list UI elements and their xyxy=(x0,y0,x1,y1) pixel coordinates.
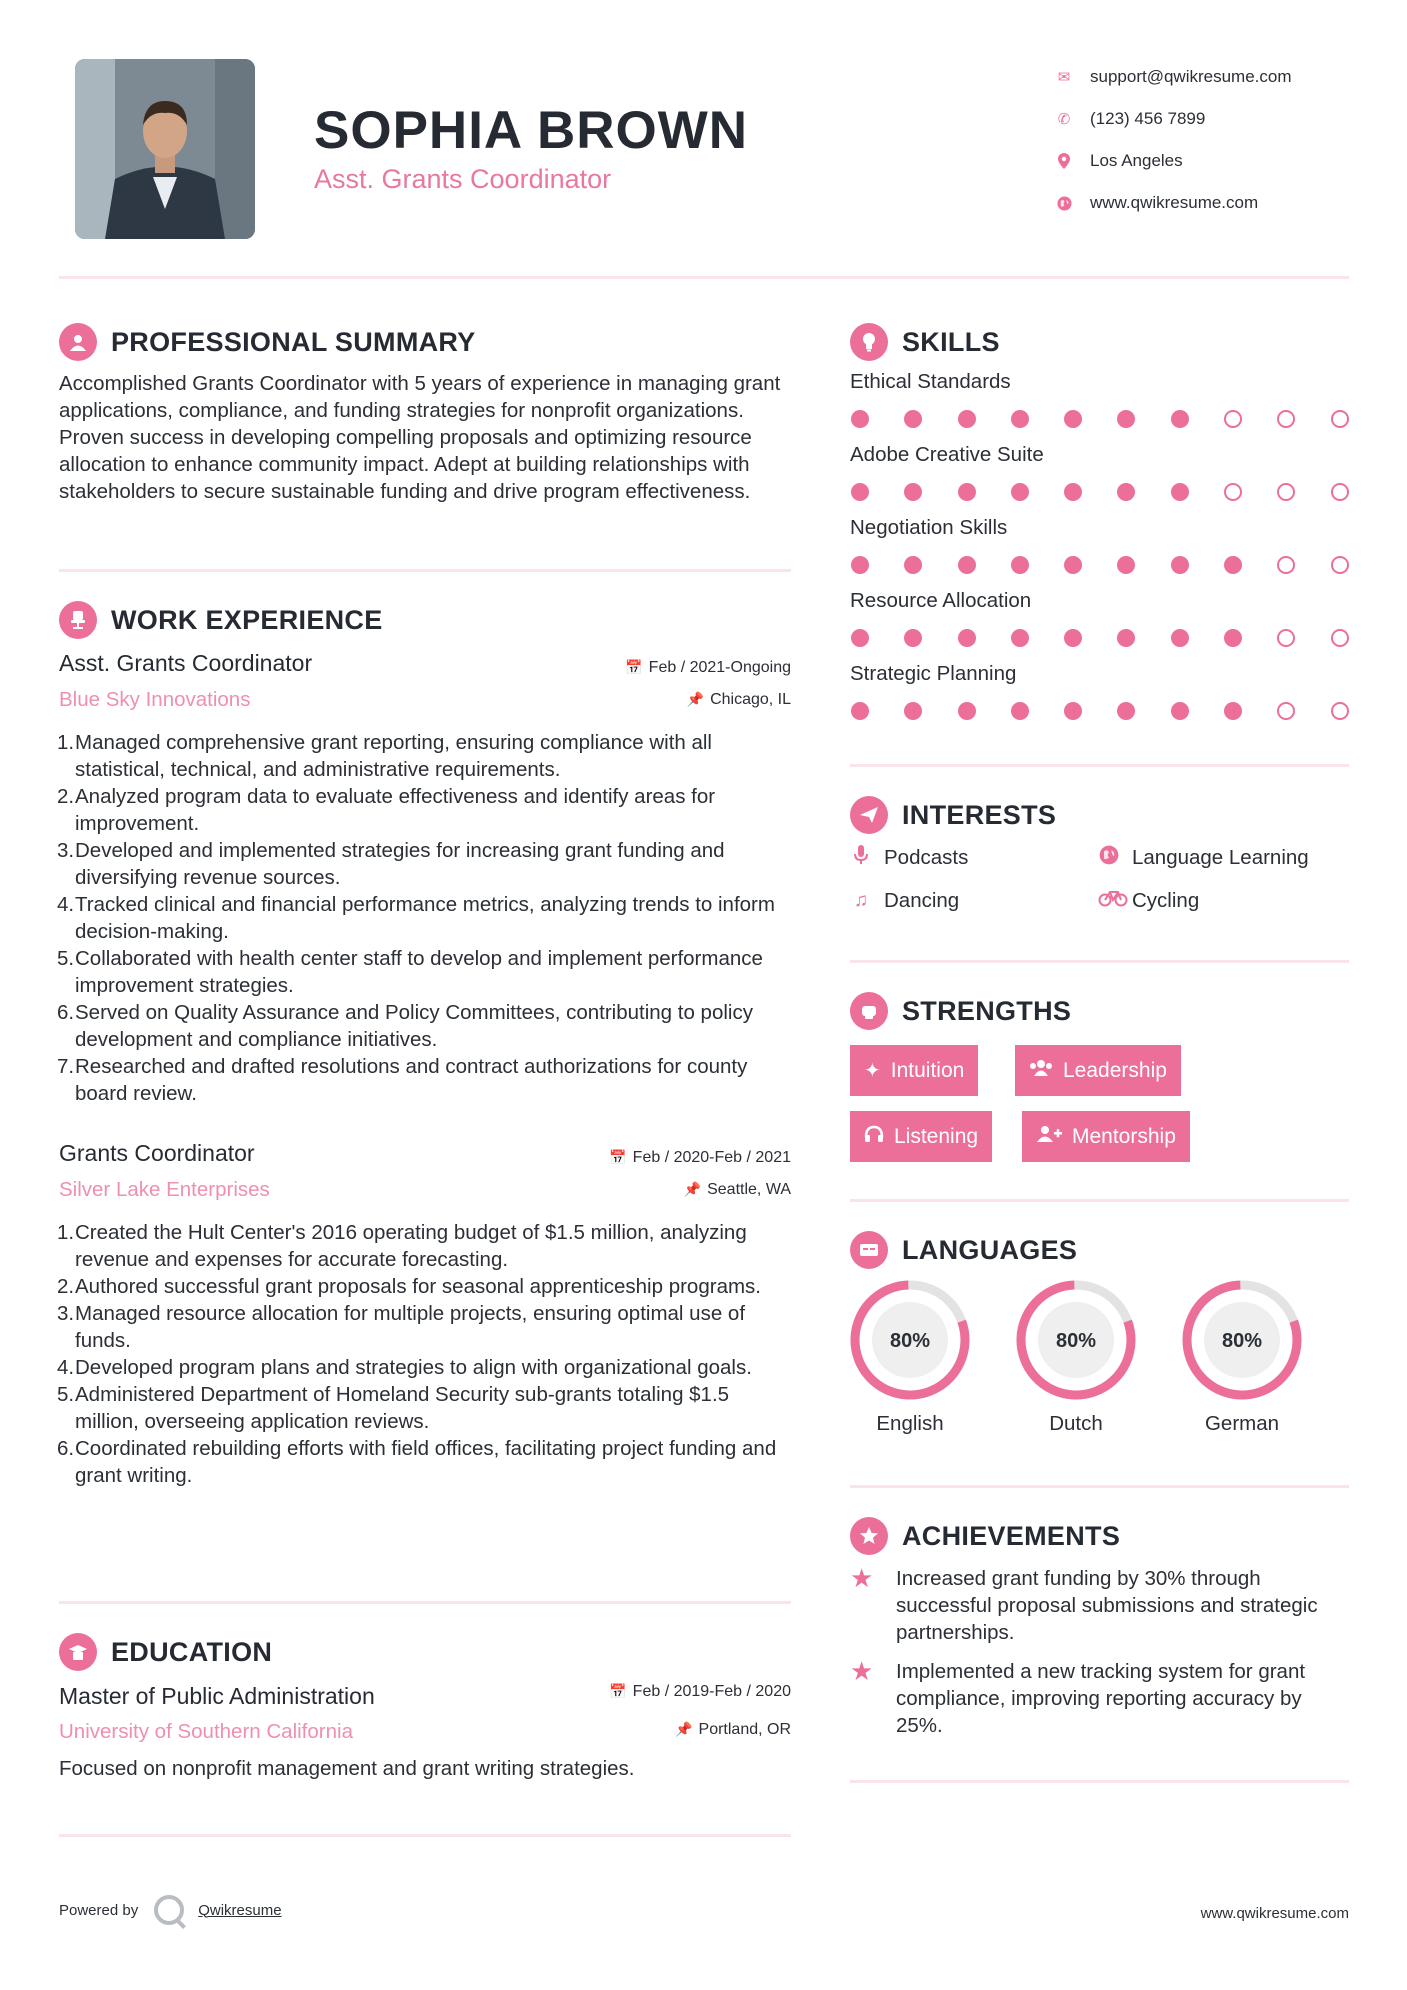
pushpin-icon: 📌 xyxy=(686,691,705,707)
rating-dot-filled xyxy=(1224,556,1242,574)
contact-list xyxy=(1050,56,1292,224)
candidate-name: SOPHIA BROWN xyxy=(314,101,749,160)
rating-dot-filled xyxy=(1171,629,1189,647)
briefcase-chair-icon xyxy=(59,601,97,639)
envelope-icon: ✉ xyxy=(1057,69,1071,86)
language-name: German xyxy=(1204,1412,1280,1435)
calendar-icon: 📅 xyxy=(609,1683,627,1699)
contact-email-text: support@qwikresume.com xyxy=(1090,67,1292,86)
rating-dot-empty xyxy=(1331,702,1349,720)
shooting-star-icon: ★ xyxy=(850,1656,874,1686)
education-location xyxy=(675,1721,791,1739)
strength-tag-mentorship xyxy=(1022,1111,1190,1162)
job-1-dates xyxy=(625,659,791,677)
achievements-title: ACHIEVEMENTS xyxy=(902,1520,1121,1551)
achievement-text: Implemented a new tracking system for grant compliance, improving reporting accuracy by 25%. xyxy=(896,1660,1306,1737)
rating-dot-empty xyxy=(1224,483,1242,501)
job-2-bullets xyxy=(57,1219,797,1489)
language-name: Dutch xyxy=(1049,1412,1103,1435)
qwikresume-logo-icon xyxy=(154,1895,184,1925)
job-2-dates xyxy=(609,1149,791,1167)
interest-label: Language Learning xyxy=(1132,846,1309,869)
rating-dot-filled xyxy=(958,483,976,501)
rating-dot-filled xyxy=(851,556,869,574)
music-note-icon: ♫ xyxy=(853,890,869,911)
job-1-company: Blue Sky Innovations xyxy=(59,688,251,711)
skill-rating xyxy=(851,702,1384,720)
pushpin-icon: 📌 xyxy=(675,1721,693,1737)
strength-label: Leadership xyxy=(1063,1058,1167,1082)
globe-icon xyxy=(1098,845,1120,871)
list-item: 5. Administered Department of Homeland Security sub-grants totaling $1.5 million, overseeing application reviews. xyxy=(57,1383,730,1433)
job-1-bullets xyxy=(57,729,797,1107)
list-item: 6. Served on Quality Assurance and Policy Committees, contributing to policy development and compliance initiatives. xyxy=(57,1001,753,1051)
interests-divider xyxy=(850,960,1349,963)
contact-location xyxy=(1050,140,1292,182)
user-plus-icon xyxy=(1036,1125,1062,1149)
experience-title: WORK EXPERIENCE xyxy=(111,604,383,635)
rating-dot-empty xyxy=(1224,410,1242,428)
job-2-title: Grants Coordinator xyxy=(59,1140,255,1166)
skill-name: Ethical Standards xyxy=(850,370,1011,393)
achievements-heading xyxy=(850,1517,1120,1555)
job-1-location-text: Chicago, IL xyxy=(710,691,791,708)
rating-dot-filled xyxy=(851,629,869,647)
skill-name: Negotiation Skills xyxy=(850,516,1008,539)
list-item: 2. Analyzed program data to evaluate effectiveness and identify areas for improvement. xyxy=(57,785,716,835)
list-item: 5. Collaborated with health center staff to develop and implement performance improvement strategies. xyxy=(57,947,763,997)
powered-by-label: Powered by xyxy=(59,1901,139,1919)
list-item: 1. Managed comprehensive grant reporting, ensuring compliance with all statistical, technical, and administrative requirements. xyxy=(57,731,712,781)
list-item: 3. Managed resource allocation for multiple projects, ensuring optimal use of funds. xyxy=(57,1302,746,1352)
contact-phone-text: (123) 456 7899 xyxy=(1090,109,1206,128)
rating-dot-empty xyxy=(1277,410,1295,428)
job-2-company: Silver Lake Enterprises xyxy=(59,1178,270,1201)
candidate-title: Asst. Grants Coordinator xyxy=(314,164,612,194)
contact-phone[interactable] xyxy=(1050,98,1292,140)
star-badge-icon xyxy=(850,1517,888,1555)
language-progress-ring xyxy=(1180,1278,1304,1402)
skill-name: Strategic Planning xyxy=(850,662,1017,685)
summary-title: PROFESSIONAL SUMMARY xyxy=(111,326,476,357)
paper-plane-icon xyxy=(850,796,888,834)
location-pin-icon xyxy=(1050,153,1078,169)
magic-wand-icon: ✦ xyxy=(864,1060,881,1082)
profile-photo xyxy=(75,59,255,239)
interest-label: Dancing xyxy=(884,889,960,912)
skill-rating xyxy=(851,410,1384,428)
education-dates-text: Feb / 2019-Feb / 2020 xyxy=(632,1683,791,1700)
job-2-location-text: Seattle, WA xyxy=(707,1181,791,1198)
skill-name: Adobe Creative Suite xyxy=(850,443,1044,466)
education-degree: Master of Public Administration xyxy=(59,1683,375,1709)
language-percent: 80% xyxy=(889,1330,931,1352)
list-item: 3. Developed and implemented strategies for increasing grant funding and diversifying revenue sources. xyxy=(57,839,725,889)
rating-dot-filled xyxy=(1064,629,1082,647)
experience-divider xyxy=(59,1601,791,1604)
fist-icon xyxy=(850,992,888,1030)
education-dates xyxy=(609,1683,791,1701)
interest-cycling xyxy=(1098,889,1199,913)
list-item: 6. Coordinated rebuilding efforts with field offices, facilitating project funding and grant writing. xyxy=(57,1437,777,1487)
rating-dot-filled xyxy=(1171,556,1189,574)
skill-rating xyxy=(851,556,1384,574)
rating-dot-filled xyxy=(1224,702,1242,720)
rating-dot-filled xyxy=(1117,556,1135,574)
interest-dancing xyxy=(850,889,959,913)
bicycle-icon xyxy=(1098,889,1120,913)
phone-icon: ✆ xyxy=(1057,111,1071,128)
rating-dot-filled xyxy=(851,410,869,428)
job-1-title: Asst. Grants Coordinator xyxy=(59,650,313,676)
rating-dot-filled xyxy=(1011,629,1029,647)
rating-dot-filled xyxy=(904,556,922,574)
rating-dot-filled xyxy=(1011,483,1029,501)
strength-tag-intuition xyxy=(850,1045,978,1096)
contact-website-text: www.qwikresume.com xyxy=(1090,193,1259,212)
strength-label: Intuition xyxy=(890,1058,965,1082)
rating-dot-filled xyxy=(958,629,976,647)
education-school: University of Southern California xyxy=(59,1720,353,1743)
headphones-icon xyxy=(864,1125,884,1149)
language-item xyxy=(848,1278,972,1436)
rating-dot-filled xyxy=(904,410,922,428)
achievement-item xyxy=(850,1565,1330,1646)
experience-heading xyxy=(59,601,383,639)
languages-divider xyxy=(850,1485,1349,1488)
list-item: 4. Developed program plans and strategies to align with organizational goals. xyxy=(57,1356,752,1379)
strength-tag-listening xyxy=(850,1111,992,1162)
rating-dot-filled xyxy=(904,629,922,647)
interests-title: INTERESTS xyxy=(902,799,1057,830)
summary-text: Accomplished Grants Coordinator with 5 years of experience in managing grant applications, compliance, and funding strategies for nonprofit organizations. Proven success in developing compelling proposals and optimizing resource allocation to enhance community impact. Adept at building relationships with stakeholders to secure sustainable funding and drive program effectiveness. xyxy=(59,372,781,503)
user-icon xyxy=(59,323,97,361)
contact-website[interactable] xyxy=(1050,182,1292,224)
rating-dot-filled xyxy=(1171,702,1189,720)
calendar-icon: 📅 xyxy=(609,1149,627,1165)
rating-dot-empty xyxy=(1277,629,1295,647)
group-icon xyxy=(1029,1059,1053,1083)
contact-location-text: Los Angeles xyxy=(1090,151,1183,170)
list-item: 4. Tracked clinical and financial performance metrics, analyzing trends to inform decision-making. xyxy=(57,893,775,943)
strengths-heading xyxy=(850,992,1071,1030)
contact-email[interactable] xyxy=(1050,56,1292,98)
languages-title: LANGUAGES xyxy=(902,1234,1078,1265)
achievement-text: Increased grant funding by 30% through successful proposal submissions and strategic partnerships. xyxy=(896,1567,1318,1644)
skills-divider xyxy=(850,764,1349,767)
job-2-location xyxy=(684,1181,791,1199)
rating-dot-filled xyxy=(958,556,976,574)
list-item: 7. Researched and drafted resolutions and contract authorizations for county board review. xyxy=(57,1055,748,1105)
interest-language-learning xyxy=(1098,845,1309,871)
language-percent: 80% xyxy=(1055,1330,1097,1352)
interest-podcasts xyxy=(850,845,968,871)
rating-dot-empty xyxy=(1331,410,1349,428)
language-item xyxy=(1014,1278,1138,1436)
lightbulb-icon xyxy=(850,323,888,361)
rating-dot-filled xyxy=(1117,702,1135,720)
interests-heading xyxy=(850,796,1056,834)
language-percent: 80% xyxy=(1221,1330,1263,1352)
education-location-text: Portland, OR xyxy=(698,1721,791,1738)
rating-dot-filled xyxy=(1064,410,1082,428)
list-item: 2. Authored successful grant proposals for seasonal apprenticeship programs. xyxy=(57,1275,761,1298)
summary-divider xyxy=(59,569,791,572)
shooting-star-icon: ★ xyxy=(850,1563,874,1593)
rating-dot-filled xyxy=(1117,410,1135,428)
job-1-dates-text: Feb / 2021-Ongoing xyxy=(648,659,791,676)
qwikresume-link[interactable]: Qwikresume xyxy=(198,1901,282,1919)
language-progress-ring xyxy=(1014,1278,1138,1402)
rating-dot-empty xyxy=(1331,556,1349,574)
rating-dot-filled xyxy=(1117,483,1135,501)
rating-dot-empty xyxy=(1331,483,1349,501)
rating-dot-filled xyxy=(851,483,869,501)
strength-label: Listening xyxy=(894,1124,979,1148)
graduate-icon xyxy=(59,1633,97,1671)
calendar-icon: 📅 xyxy=(625,659,643,675)
education-divider xyxy=(59,1834,791,1837)
globe-icon xyxy=(1050,196,1078,211)
rating-dot-filled xyxy=(1011,556,1029,574)
rating-dot-filled xyxy=(1171,410,1189,428)
skill-rating xyxy=(851,483,1384,501)
language-progress-ring xyxy=(848,1278,972,1402)
list-item: 1. Created the Hult Center's 2016 operating budget of $1.5 million, analyzing revenue and expenses for accurate forecasting. xyxy=(57,1221,747,1271)
rating-dot-filled xyxy=(1011,702,1029,720)
rating-dot-filled xyxy=(958,410,976,428)
footer-website-link[interactable]: www.qwikresume.com xyxy=(1200,1905,1349,1922)
rating-dot-empty xyxy=(1331,629,1349,647)
rating-dot-filled xyxy=(1171,483,1189,501)
job-1-location xyxy=(687,691,791,709)
education-title: EDUCATION xyxy=(111,1636,273,1667)
skills-title: SKILLS xyxy=(902,326,1000,357)
achievement-item xyxy=(850,1658,1330,1739)
rating-dot-filled xyxy=(1224,629,1242,647)
skills-heading xyxy=(850,323,1000,361)
person-portrait-icon xyxy=(75,59,255,239)
strengths-divider xyxy=(850,1199,1349,1202)
rating-dot-filled xyxy=(904,702,922,720)
summary-heading xyxy=(59,323,476,361)
rating-dot-filled xyxy=(904,483,922,501)
language-card-icon xyxy=(850,1231,888,1269)
pushpin-icon: 📌 xyxy=(683,1181,702,1197)
rating-dot-filled xyxy=(851,702,869,720)
rating-dot-empty xyxy=(1277,702,1295,720)
header-divider xyxy=(59,276,1349,279)
interest-label: Cycling xyxy=(1132,889,1200,912)
footer-powered-by xyxy=(59,1895,282,1925)
rating-dot-empty xyxy=(1277,483,1295,501)
skill-rating xyxy=(851,629,1384,647)
education-description: Focused on nonprofit management and grant writing strategies. xyxy=(59,1757,635,1780)
languages-heading xyxy=(850,1231,1077,1269)
job-2-dates-text: Feb / 2020-Feb / 2021 xyxy=(632,1149,791,1166)
rating-dot-filled xyxy=(1064,556,1082,574)
strengths-title: STRENGTHS xyxy=(902,995,1072,1026)
rating-dot-empty xyxy=(1277,556,1295,574)
language-name: English xyxy=(876,1412,944,1435)
interest-label: Podcasts xyxy=(884,846,969,869)
rating-dot-filled xyxy=(1011,410,1029,428)
rating-dot-filled xyxy=(1064,702,1082,720)
rating-dot-filled xyxy=(1117,629,1135,647)
microphone-icon xyxy=(850,845,872,871)
education-heading xyxy=(59,1633,272,1671)
rating-dot-filled xyxy=(958,702,976,720)
rating-dot-filled xyxy=(1064,483,1082,501)
language-item xyxy=(1180,1278,1304,1436)
skill-name: Resource Allocation xyxy=(850,589,1032,612)
strength-label: Mentorship xyxy=(1072,1124,1176,1148)
achievements-divider xyxy=(850,1780,1349,1783)
strength-tag-leadership xyxy=(1015,1045,1181,1096)
